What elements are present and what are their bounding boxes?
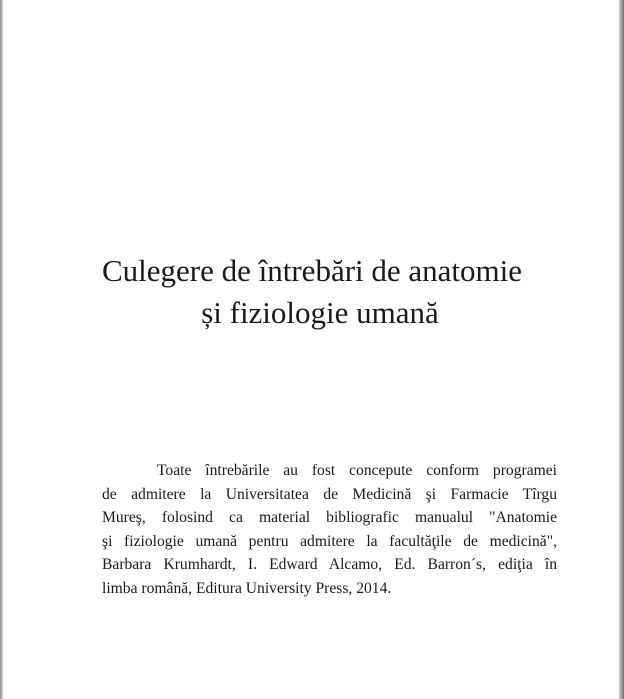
paragraph-line-6: limba română, Editura University Press, 2014.	[102, 579, 392, 597]
paragraph-line-4: şi fiziologie umană pentru admitere la facultăţile de medicină",	[102, 532, 557, 550]
page-left-edge	[0, 0, 3, 699]
paragraph-line-5: Barbara Krumhardt, I. Edward Alcamo, Ed. Barron´s, ediţia în	[102, 556, 557, 573]
paragraph-line-3: Mureş, folosind ca material bibliografic manualul "Anatomie	[102, 509, 557, 526]
page-right-edge	[619, 0, 624, 699]
paragraph-line-2: de admitere la Universitatea de Medicină şi Farmacie Tîrgu	[102, 485, 557, 503]
title-line-1: Culegere de întrebări de anatomie	[101, 253, 523, 288]
document-title	[0, 250, 624, 334]
paragraph-line-1: Toate întrebările au fost concepute conform programei	[157, 462, 557, 479]
intro-paragraph	[102, 459, 557, 600]
title-line-2: și fiziologie umană	[201, 295, 439, 330]
